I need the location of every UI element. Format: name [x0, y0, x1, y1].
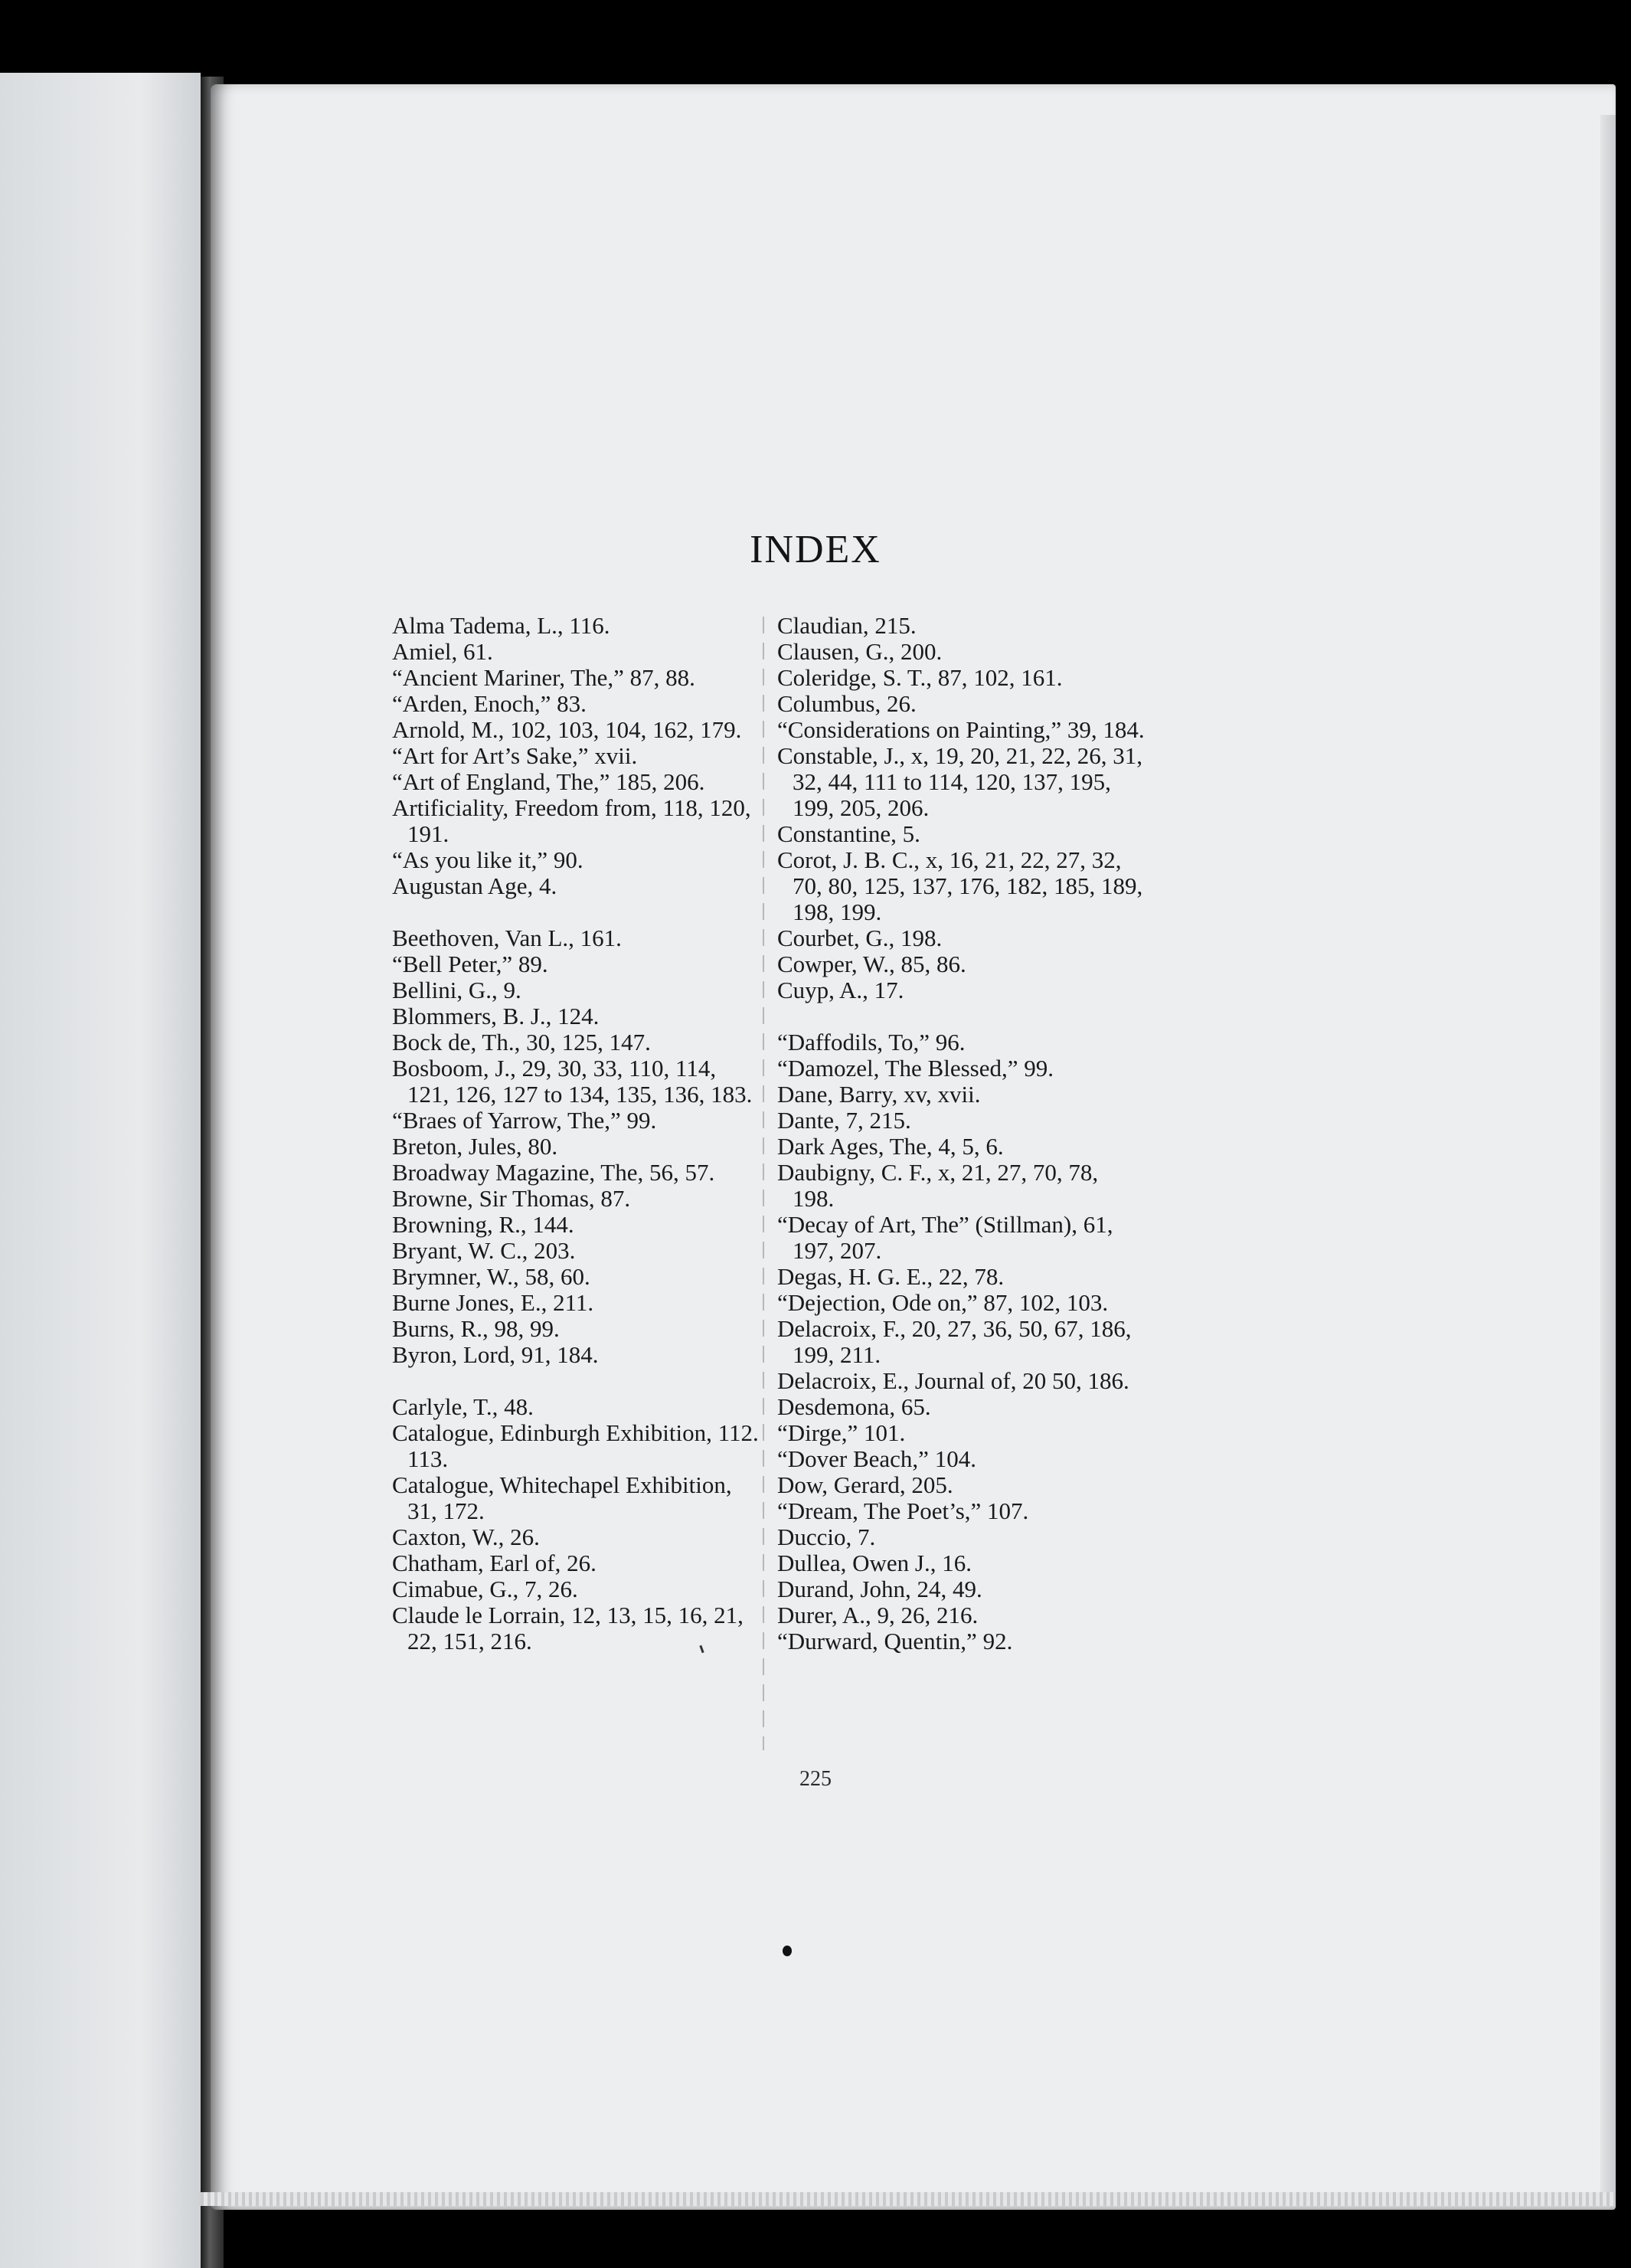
index-entry: Artificiality, Freedom from, 118, 120, 191. [392, 794, 751, 847]
index-entry: “Daffodils, To,” 96. [777, 1029, 966, 1055]
index-entry: Arnold, M., 102, 103, 104, 162, 179. [392, 716, 742, 743]
index-entry: Durer, A., 9, 26, 216. [777, 1602, 979, 1628]
page-bottom-edge [201, 2192, 1616, 2206]
index-column-left [392, 613, 760, 1654]
ink-spot [783, 1946, 792, 1956]
index-entry: Bosboom, J., 29, 30, 33, 110, 114, 121, 126, 127 to 134, 135, 136, 183. [392, 1055, 753, 1108]
index-column-right [777, 613, 1145, 1654]
index-entry: Dow, Gerard, 205. [777, 1471, 953, 1498]
index-entry: “Dirge,” 101. [777, 1419, 906, 1446]
index-entry: “Damozel, The Blessed,” 99. [777, 1055, 1054, 1082]
index-entry: Chatham, Earl of, 26. [392, 1550, 597, 1576]
index-entry: “Dream, The Poet’s,” 107. [777, 1497, 1029, 1524]
index-entry: Durand, John, 24, 49. [777, 1576, 982, 1602]
index-entry: Blommers, B. J., 124. [392, 1003, 600, 1029]
index-entry: “Art for Art’s Sake,” xvii. [392, 742, 638, 769]
index-entry: “Bell Peter,” 89. [392, 951, 548, 977]
index-entry: Columbus, 26. [777, 690, 917, 717]
index-entry: “Dejection, Ode on,” 87, 102, 103. [777, 1289, 1109, 1316]
index-entry: Duccio, 7. [777, 1523, 876, 1550]
index-entry: Augustan Age, 4. [392, 872, 557, 899]
index-entry: Corot, J. B. C., x, 16, 21, 22, 27, 32, 70, 80, 125, 137, 176, 182, 185, 189, 198, 199. [777, 846, 1143, 925]
index-entry: Courbet, G., 198. [777, 925, 943, 951]
index-entry: Catalogue, Edinburgh Exhibition, 112. 113. [392, 1419, 759, 1472]
index-entry: Alma Tadema, L., 116. [392, 612, 610, 639]
index-entry: “Dover Beach,” 104. [777, 1445, 976, 1472]
index-entry: “Considerations on Painting,” 39, 184. [777, 716, 1145, 743]
index-entry: Claude le Lorrain, 12, 13, 15, 16, 21, 22, 151, 216. [392, 1602, 744, 1654]
index-entry: Delacroix, E., Journal of, 20 50, 186. [777, 1367, 1129, 1394]
index-entry: Breton, Jules, 80. [392, 1133, 558, 1160]
index-entry: “Art of England, The,” 185, 206. [392, 768, 705, 795]
index-entry: “Durward, Quentin,” 92. [777, 1628, 1013, 1654]
page-number: 225 [799, 1767, 832, 1791]
left-page-edge [0, 73, 201, 2268]
index-entry: Carlyle, T., 48. [392, 1393, 534, 1420]
index-entry: “Ancient Mariner, The,” 87, 88. [392, 664, 695, 691]
index-entry: Cowper, W., 85, 86. [777, 951, 966, 977]
index-entry: Bryant, W. C., 203. [392, 1237, 576, 1264]
index-entry: Broadway Magazine, The, 56, 57. [392, 1159, 715, 1186]
index-entry: Cimabue, G., 7, 26. [392, 1576, 578, 1602]
index-entry: Byron, Lord, 91, 184. [392, 1341, 599, 1368]
index-entry: “Braes of Yarrow, The,” 99. [392, 1107, 657, 1134]
index-entry: Dullea, Owen J., 16. [777, 1550, 972, 1576]
index-entry: Catalogue, Whitechapel Exhibition, 31, 172. [392, 1471, 732, 1524]
index-entry: Dane, Barry, xv, xvii. [777, 1081, 981, 1108]
index-entry: “Decay of Art, The” (Stillman), 61, 197, 207. [777, 1211, 1113, 1264]
index-entry: Brymner, W., 58, 60. [392, 1263, 590, 1290]
index-entry: Browne, Sir Thomas, 87. [392, 1185, 631, 1212]
index-entry: Coleridge, S. T., 87, 102, 161. [777, 664, 1063, 691]
index-entry: Constable, J., x, 19, 20, 21, 22, 26, 31, 32, 44, 111 to 114, 120, 137, 195, 199, 205, 206. [777, 742, 1143, 821]
index-entry: Degas, H. G. E., 22, 78. [777, 1263, 1005, 1290]
index-entry: Clausen, G., 200. [777, 638, 943, 665]
index-entry: Dante, 7, 215. [777, 1107, 911, 1134]
index-entry: Delacroix, F., 20, 27, 36, 50, 67, 186, 199, 211. [777, 1315, 1132, 1368]
index-entry: Cuyp, A., 17. [777, 977, 904, 1003]
index-entry: Burne Jones, E., 211. [392, 1289, 594, 1316]
index-entry: “As you like it,” 90. [392, 846, 583, 873]
index-entry: Daubigny, C. F., x, 21, 27, 70, 78, 198. [777, 1159, 1099, 1212]
index-entry: Beethoven, Van L., 161. [392, 925, 622, 951]
index-entry: Burns, R., 98, 99. [392, 1315, 560, 1342]
index-entry: Amiel, 61. [392, 638, 493, 665]
index-entry: Browning, R., 144. [392, 1211, 574, 1238]
page-fore-edge [1600, 115, 1616, 2198]
column-divider [763, 617, 764, 1750]
index-entry: Caxton, W., 26. [392, 1523, 540, 1550]
index-entry: Claudian, 215. [777, 612, 917, 639]
index-entry: Dark Ages, The, 4, 5, 6. [777, 1133, 1004, 1160]
index-entry: “Arden, Enoch,” 83. [392, 690, 587, 717]
index-entry: Bellini, G., 9. [392, 977, 521, 1003]
page-title: INDEX [750, 528, 881, 571]
index-entry: Constantine, 5. [777, 820, 920, 847]
index-entry: Desdemona, 65. [777, 1393, 931, 1420]
index-entry: Bock de, Th., 30, 125, 147. [392, 1029, 651, 1055]
